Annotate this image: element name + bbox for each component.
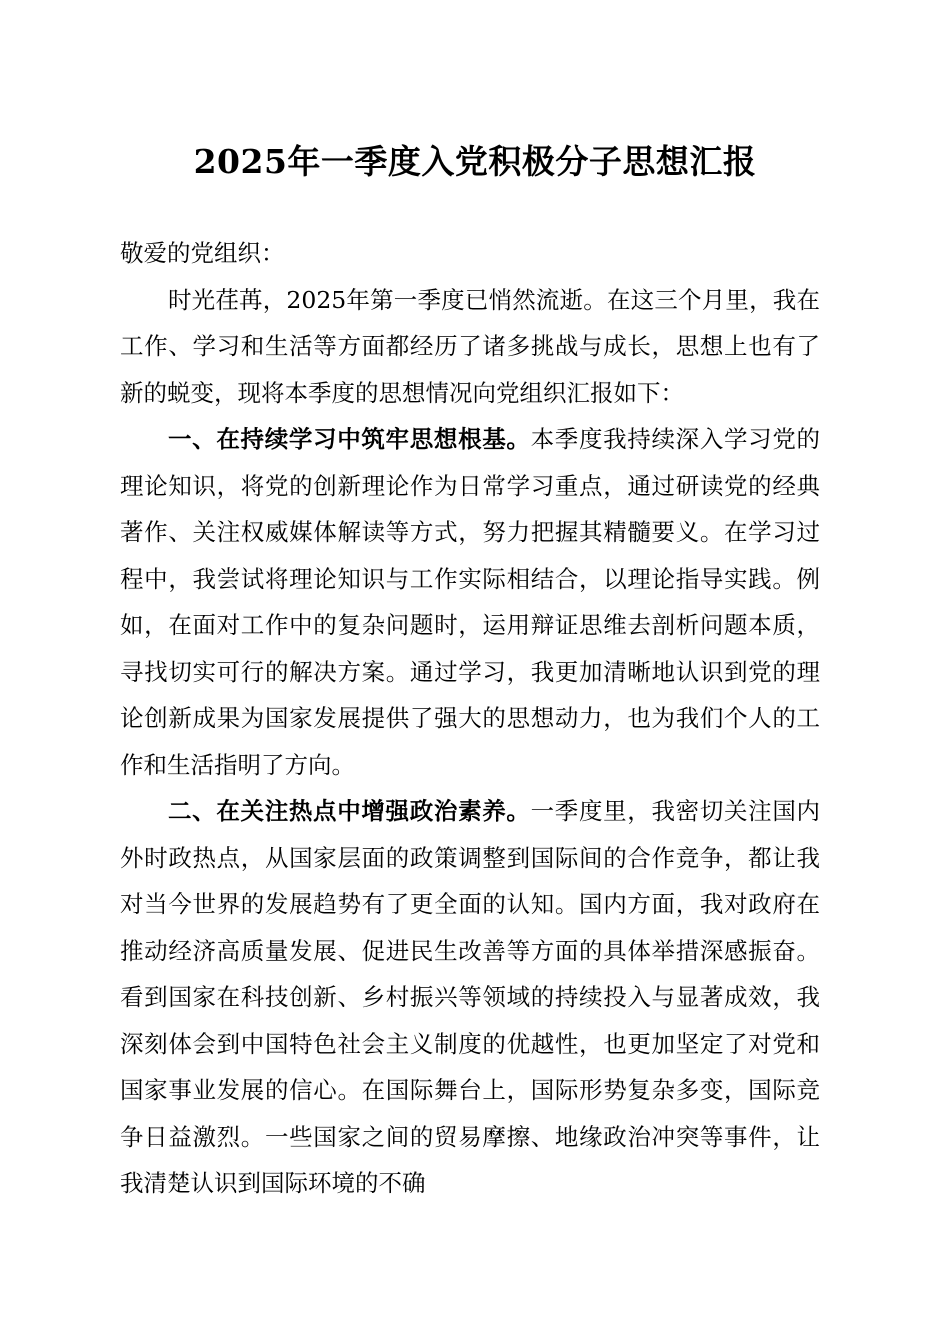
section-heading-1: 一、在持续学习中筑牢思想根基。 bbox=[168, 425, 531, 453]
section-paragraph-2 bbox=[120, 788, 820, 1207]
section-paragraph-1 bbox=[120, 416, 820, 788]
intro-paragraph: 时光荏苒，2025年第一季度已悄然流逝。在这三个月里，我在工作、学习和生活等方面都经历了诸多挑战与成长，思想上也有了新的蜕变，现将本季度的思想情况向党组织汇报如下： bbox=[120, 285, 820, 407]
salutation: 敬爱的党组织： bbox=[120, 239, 285, 267]
document-body bbox=[120, 230, 820, 1207]
document-title: 2025年一季度入党积极分子思想汇报 bbox=[193, 142, 757, 181]
section-heading-2: 二、在关注热点中增强政治素养。 bbox=[168, 797, 531, 825]
section-text-2: 一季度里，我密切关注国内外时政热点，从国家层面的政策调整到国际间的合作竞争，都让我对当今世界的发展趋势有了更全面的认知。国内方面，我对政府在推动经济高质量发展、促进民生改善等方面的具体举措深感振奋。看到国家在科技创新、乡村振兴等领域的持续投入与显著成效，我深刻体会到中国特色社会主义制度的优越性，也更加坚定了对党和国家事业发展的信心。在国际舞台上，国际形势复杂多变，国际竞争日益激烈。一些国家之间的贸易摩擦、地缘政治冲突等事件，让我清楚认识到国际环境的不确 bbox=[120, 797, 821, 1197]
section-text-1: 本季度我持续深入学习党的理论知识，将党的创新理论作为日常学习重点，通过研读党的经典著作、关注权威媒体解读等方式，努力把握其精髓要义。在学习过程中，我尝试将理论知识与工作实际相结合，以理论指导实践。例如，在面对工作中的复杂问题时，运用辩证思维去剖析问题本质，寻找切实可行的解决方案。通过学习，我更加清晰地认识到党的理论创新成果为国家发展提供了强大的思想动力，也为我们个人的工作和生活指明了方向。 bbox=[120, 425, 821, 779]
